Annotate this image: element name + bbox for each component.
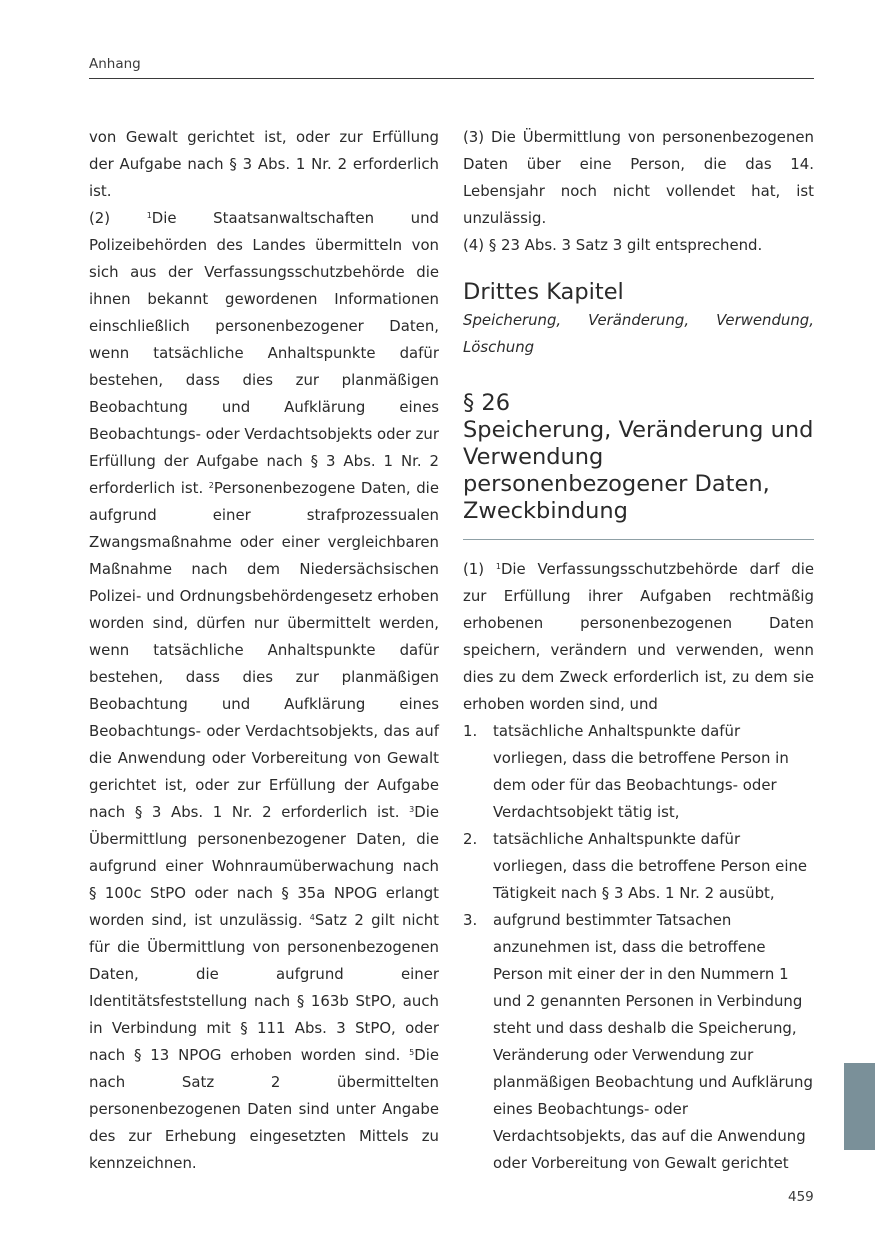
sentence-mark: 1 (495, 562, 501, 571)
paragraph-label: (2) (89, 209, 147, 227)
numbered-list (463, 718, 814, 1177)
section-divider (463, 539, 814, 540)
list-text: tatsächliche Anhaltspunkte dafür vorliegen, dass die betroffene Person eine Tätigkeit nach § 3 Abs. 1 Nr. 2 ausübt, (493, 830, 808, 902)
sentence-text: Personenbezogene Daten, die aufgrund einer strafprozessualen Zwangsmaßnahme oder einer vergleichbaren Maßnahme nach dem Niedersächsischen Polizei- und Ordnungsbehördengesetz erhoben worden sind, dürfen nur übermittelt werden, wenn tatsächliche Anhaltspunkte dafür bestehen, dass dies zur planmäßigen Beobachtung und Aufklärung eines Beobachtungs- oder Verdachtsobjekts, das auf die Anwendung oder Vorbereitung von Gewalt gerichtet ist, oder zur Erfüllung der Aufgabe nach § 3 Abs. 1 Nr. 2 erforderlich ist. (89, 479, 439, 821)
page-number: 459 (788, 1189, 814, 1205)
paragraph-1 (463, 556, 814, 718)
list-item (463, 907, 814, 1177)
sentence-mark: 5 (409, 1048, 415, 1057)
paragraph-2 (89, 205, 439, 1177)
sentence-text: Die Übermittlung personenbezogener Daten, die aufgrund einer Wohnraumüberwachung nach § 100c StPO oder nach § 35a NPOG erlangt worden sind, ist unzulässig. (89, 803, 439, 929)
right-column (463, 124, 814, 1177)
paragraph-label: (1) (463, 560, 496, 578)
left-column (89, 124, 439, 1177)
chapter-side-tab (844, 1063, 875, 1150)
sentence-text: Die Staatsanwaltschaften und Polizeibehörden des Landes übermitteln von sich aus der Verfassungsschutzbehörde die ihnen bekannt gewordenen Informationen einschließlich personenbezogener Daten, wenn tatsächliche Anhaltspunkte dafür bestehen, dass dies zur planmäßigen Beobachtung und Aufklärung eines Beobachtungs- oder Verdachtsobjekts oder zur Erfüllung der Aufgabe nach § 3 Abs. 1 Nr. 2 erforderlich ist. (89, 209, 439, 497)
sentence-mark: 2 (208, 481, 214, 490)
paragraph-continuation: von Gewalt gerichtet ist, oder zur Erfüllung der Aufgabe nach § 3 Abs. 1 Nr. 2 erforderlich ist. (89, 128, 439, 200)
list-number: 1. (463, 722, 478, 740)
section-number: § 26 (463, 390, 511, 416)
sentence-mark: 1 (146, 211, 152, 220)
list-number: 2. (463, 830, 478, 848)
paragraph-text: Die Verfassungsschutzbehörde darf die zur Erfüllung ihrer Aufgaben rechtmäßig erhobenen personenbezogenen Daten speichern, verändern und verwenden, wenn dies zu dem Zweck erforderlich ist, zu dem sie erhoben worden sind, und (463, 560, 815, 713)
chapter-subtitle: Speicherung, Veränderung, Verwendung, Löschung (463, 311, 814, 356)
sentence-mark: 4 (309, 913, 315, 922)
sentence-text: Satz 2 gilt nicht für die Übermittlung von personenbezogenen Daten, die aufgrund einer Identitätsfeststellung nach § 163b StPO, auch in Verbindung mit § 111 Abs. 3 StPO, oder nach § 13 NPOG erhoben worden sind. (89, 911, 439, 1064)
section-title: Speicherung, Veränderung und Verwendung personenbezogener Daten, Zweckbindung (463, 417, 814, 524)
paragraph-4: (4) § 23 Abs. 3 Satz 3 gilt entsprechend. (463, 236, 763, 254)
list-number: 3. (463, 911, 478, 929)
running-header: Anhang (89, 56, 141, 72)
sentence-text: Die nach Satz 2 übermittelten personenbezogenen Daten sind unter Angabe des zur Erhebung eingesetzten Mittels zu kennzeichnen. (89, 1046, 439, 1172)
list-text: aufgrund bestimmter Tatsachen anzunehmen ist, dass die betroffene Person mit einer der in den Nummern 1 und 2 genannten Personen in Verbindung steht und dass deshalb die Speicherung, Veränderung oder Verwendung zur planmäßigen Beobachtung und Aufklärung eines Beobachtungs- oder Verdachtsobjekts, das auf die Anwendung oder Vorbereitung von Gewalt gerichtet (493, 911, 813, 1172)
list-item (463, 718, 814, 826)
header-divider (89, 78, 814, 79)
paragraph-3: (3) Die Übermittlung von personenbezogenen Daten über eine Person, die das 14. Lebensjahr noch nicht vollendet hat, ist unzulässig. (463, 128, 814, 227)
chapter-title: Drittes Kapitel (463, 279, 624, 305)
sentence-mark: 3 (409, 805, 415, 814)
list-text: tatsächliche Anhaltspunkte dafür vorliegen, dass die betroffene Person in dem oder für das Beobachtungs- oder Verdachtsobjekt tätig ist, (493, 722, 789, 821)
list-item (463, 826, 814, 907)
